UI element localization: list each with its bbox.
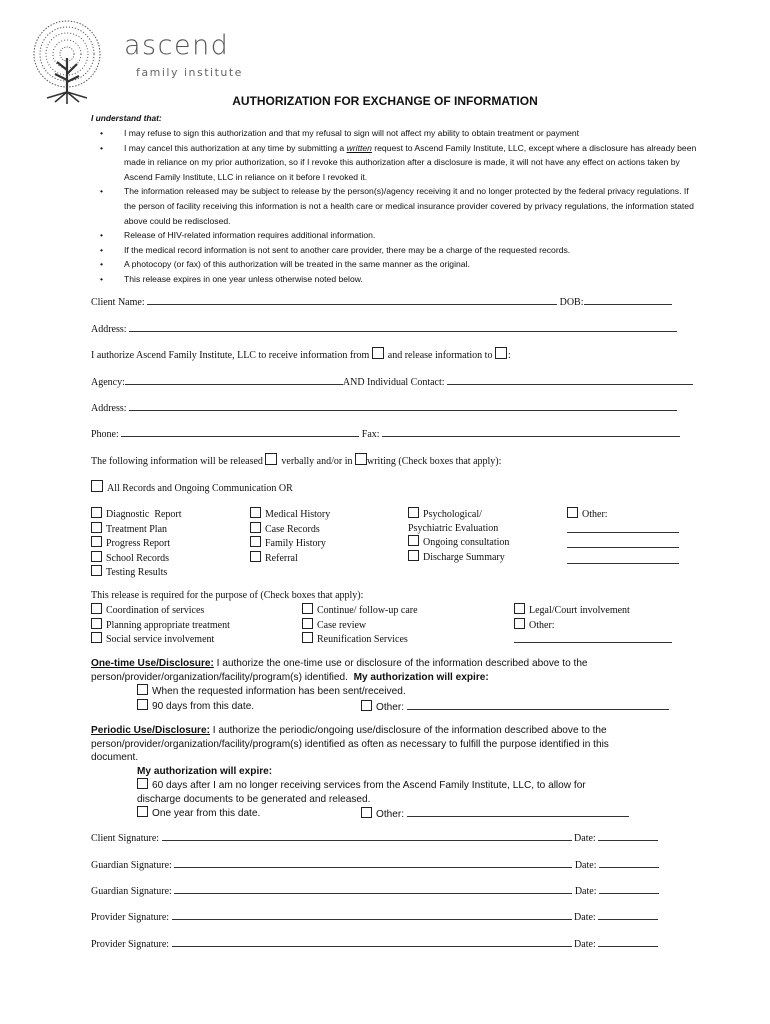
understand-list xyxy=(100,126,700,287)
release-col-1: Diagnostic Report Treatment Plan Progress Report School Records Testing Results xyxy=(91,507,182,580)
signature-row xyxy=(91,857,659,871)
purpose-col-1: Coordination of services Planning appropriate treatment Social service involvement xyxy=(91,603,230,647)
client-name-field[interactable] xyxy=(147,294,557,305)
psych-evaluation-checkbox[interactable] xyxy=(408,507,419,518)
release-other-line[interactable] xyxy=(567,553,679,564)
client-address-row xyxy=(91,321,677,335)
follow-up-care-checkbox[interactable] xyxy=(302,603,313,614)
signature-row xyxy=(91,936,658,950)
case-review-checkbox[interactable] xyxy=(302,618,313,629)
date-line[interactable] xyxy=(598,830,658,841)
authorize-mid-text: and release information to xyxy=(387,350,493,361)
client-address-field[interactable] xyxy=(129,321,677,332)
reunification-checkbox[interactable] xyxy=(302,632,313,643)
date-line[interactable] xyxy=(599,883,659,894)
periodic-one-year-checkbox[interactable] xyxy=(137,806,148,817)
understand-item: • Release of HIV-related information requires additional information. xyxy=(100,228,700,243)
fax-label: Fax: xyxy=(361,429,380,440)
family-history-checkbox[interactable] xyxy=(250,536,261,547)
signature-row xyxy=(91,909,658,923)
school-records-checkbox[interactable] xyxy=(91,551,102,562)
client-name-row xyxy=(91,294,672,308)
date-line[interactable] xyxy=(598,936,658,947)
progress-report-checkbox[interactable] xyxy=(91,536,102,547)
understand-item: • The information released may be subject to release by the person(s)/agency receiving it and no longer protected by the federal privacy regulations. If the person of facility receiving this information is not a health care or medical insurance provider covered by privacy regulations, the information stated above could be redisclosed. xyxy=(100,184,700,228)
release-method-row: The following information will be released verbally and/or in writing (Check boxes that apply): xyxy=(91,453,501,467)
purpose-other-line[interactable] xyxy=(514,632,672,643)
all-records-checkbox[interactable] xyxy=(91,480,103,492)
signature-line[interactable] xyxy=(174,883,572,894)
purpose-heading: This release is required for the purpose of (Check boxes that apply): xyxy=(91,590,364,601)
date-label: Date: xyxy=(574,886,597,897)
understand-item: • A photocopy (or fax) of this authorization will be treated in the same manner as the original. xyxy=(100,257,700,272)
understand-item: • If the medical record information is not sent to another care provider, there may be a charge of the requested records. xyxy=(100,243,700,258)
agency-address-label: Address: xyxy=(91,403,127,414)
signature-label: Guardian Signature: xyxy=(91,886,172,897)
understand-item: • I may refuse to sign this authorization and that my refusal to sign will not affect my ability to obtain treatment or payment xyxy=(100,126,700,141)
date-label: Date: xyxy=(574,860,597,871)
purpose-col-2: Continue/ follow-up care Case review Reunification Services xyxy=(302,603,418,647)
periodic-other-line[interactable] xyxy=(407,806,629,817)
signature-row xyxy=(91,830,658,844)
agency-field[interactable] xyxy=(125,374,343,385)
planning-treatment-checkbox[interactable] xyxy=(91,618,102,629)
verbally-checkbox[interactable] xyxy=(265,453,277,465)
tree-logo xyxy=(27,18,107,106)
coordination-checkbox[interactable] xyxy=(91,603,102,614)
onetime-90-days-checkbox[interactable] xyxy=(137,699,148,710)
signature-line[interactable] xyxy=(174,857,572,868)
periodic-section: Periodic Use/Disclosure: I authorize the periodic/ongoing use/disclosure of the information described above to the person/provider/organization/facility/program(s) identified as often as necessary to fulfill the purpose identified in this document. My authorization will expire: 60 days after I am no longer receiving services from the Ascend Family Institute, LLC, to allow for discharge documents to be generated and released. One year from this date. Other: xyxy=(91,724,609,821)
periodic-expire-label: My authorization will expire: xyxy=(137,765,273,777)
onetime-heading: One-time Use/Disclosure: xyxy=(91,658,214,669)
signature-row xyxy=(91,883,659,897)
phone-fax-row xyxy=(91,426,680,440)
purpose-other-checkbox[interactable] xyxy=(514,618,525,629)
release-col-2: Medical History Case Records Family History Referral xyxy=(250,507,330,565)
case-records-checkbox[interactable] xyxy=(250,522,261,533)
phone-label: Phone: xyxy=(91,429,119,440)
brand-subtitle: family institute xyxy=(136,66,243,79)
treatment-plan-checkbox[interactable] xyxy=(91,522,102,533)
release-other-line[interactable] xyxy=(567,522,679,533)
phone-field[interactable] xyxy=(121,426,359,437)
referral-checkbox[interactable] xyxy=(250,551,261,562)
date-label: Date: xyxy=(574,939,596,950)
release-other-line[interactable] xyxy=(567,537,679,548)
discharge-summary-checkbox[interactable] xyxy=(408,550,419,561)
signature-line[interactable] xyxy=(162,830,572,841)
agency-address-field[interactable] xyxy=(129,400,677,411)
release-to-checkbox[interactable] xyxy=(495,347,507,359)
authorize-row: I authorize Ascend Family Institute, LLC to receive information from and release information to : xyxy=(91,347,511,361)
periodic-other-checkbox[interactable] xyxy=(361,807,372,818)
ongoing-consultation-checkbox[interactable] xyxy=(408,535,419,546)
date-label: Date: xyxy=(574,912,596,923)
page-title: AUTHORIZATION FOR EXCHANGE OF INFORMATION xyxy=(232,94,538,108)
date-line[interactable] xyxy=(598,909,658,920)
release-other-checkbox[interactable] xyxy=(567,507,578,518)
onetime-expire-label: My authorization will expire: xyxy=(353,671,489,683)
individual-contact-field[interactable] xyxy=(447,374,693,385)
diagnostic-report-checkbox[interactable] xyxy=(91,507,102,518)
signature-label: Provider Signature: xyxy=(91,912,170,923)
release-method-text: The following information will be released xyxy=(91,456,263,467)
fax-field[interactable] xyxy=(382,426,680,437)
understand-heading: I understand that: xyxy=(91,113,162,123)
release-col-3: Psychological/ Psychiatric Evaluation Ongoing consultation Discharge Summary xyxy=(408,509,510,563)
dob-label: DOB: xyxy=(559,297,584,308)
date-line[interactable] xyxy=(599,857,659,868)
signature-label: Guardian Signature: xyxy=(91,860,172,871)
individual-contact-label: AND Individual Contact: xyxy=(342,377,445,388)
onetime-when-received-checkbox[interactable] xyxy=(137,684,148,695)
social-service-checkbox[interactable] xyxy=(91,632,102,643)
testing-results-checkbox[interactable] xyxy=(91,565,102,576)
signature-line[interactable] xyxy=(172,936,572,947)
understand-item: • This release expires in one year unless otherwise noted below. xyxy=(100,272,700,287)
agency-label: Agency: xyxy=(91,377,125,388)
receive-from-checkbox[interactable] xyxy=(372,347,384,359)
signature-label: Client Signature: xyxy=(91,833,160,844)
understand-item: • I may cancel this authorization at any time by submitting a written request to Ascend Family Institute, LLC, except where a disclosure has already been made in reliance on my prior authorization, so if I revoke this authorization after a disclosure is made, it will not have any effect on actions taken by Ascend Family Institute, LLC in reliance on it before I revoked it. xyxy=(100,141,700,185)
onetime-section: One-time Use/Disclosure: I authorize the one-time use or disclosure of the information described above to the person/provider/organization/facility/program(s) identified. My authorization will expire: When the requested information has been sent/received. 90 days from this date. Other: xyxy=(91,657,588,713)
periodic-60-days-checkbox[interactable] xyxy=(137,778,148,789)
client-name-label: Client Name: xyxy=(91,297,145,308)
client-address-label: Address: xyxy=(91,324,127,335)
periodic-heading: Periodic Use/Disclosure: xyxy=(91,725,210,736)
all-records-row: All Records and Ongoing Communication OR xyxy=(91,480,293,494)
agency-row xyxy=(91,374,693,388)
purpose-col-3: Legal/Court involvement Other: xyxy=(514,603,672,648)
writing-checkbox[interactable] xyxy=(355,453,367,465)
legal-court-checkbox[interactable] xyxy=(514,603,525,614)
authorize-text: I authorize Ascend Family Institute, LLC to receive information from xyxy=(91,350,370,361)
medical-history-checkbox[interactable] xyxy=(250,507,261,518)
release-col-4: Other: xyxy=(567,507,679,568)
signature-label: Provider Signature: xyxy=(91,939,170,950)
onetime-other-checkbox[interactable] xyxy=(361,700,372,711)
dob-field[interactable] xyxy=(584,294,672,305)
signature-line[interactable] xyxy=(172,909,572,920)
brand-name: ascend xyxy=(124,30,230,61)
date-label: Date: xyxy=(574,833,596,844)
onetime-other-line[interactable] xyxy=(407,699,669,710)
agency-address-row xyxy=(91,400,677,414)
